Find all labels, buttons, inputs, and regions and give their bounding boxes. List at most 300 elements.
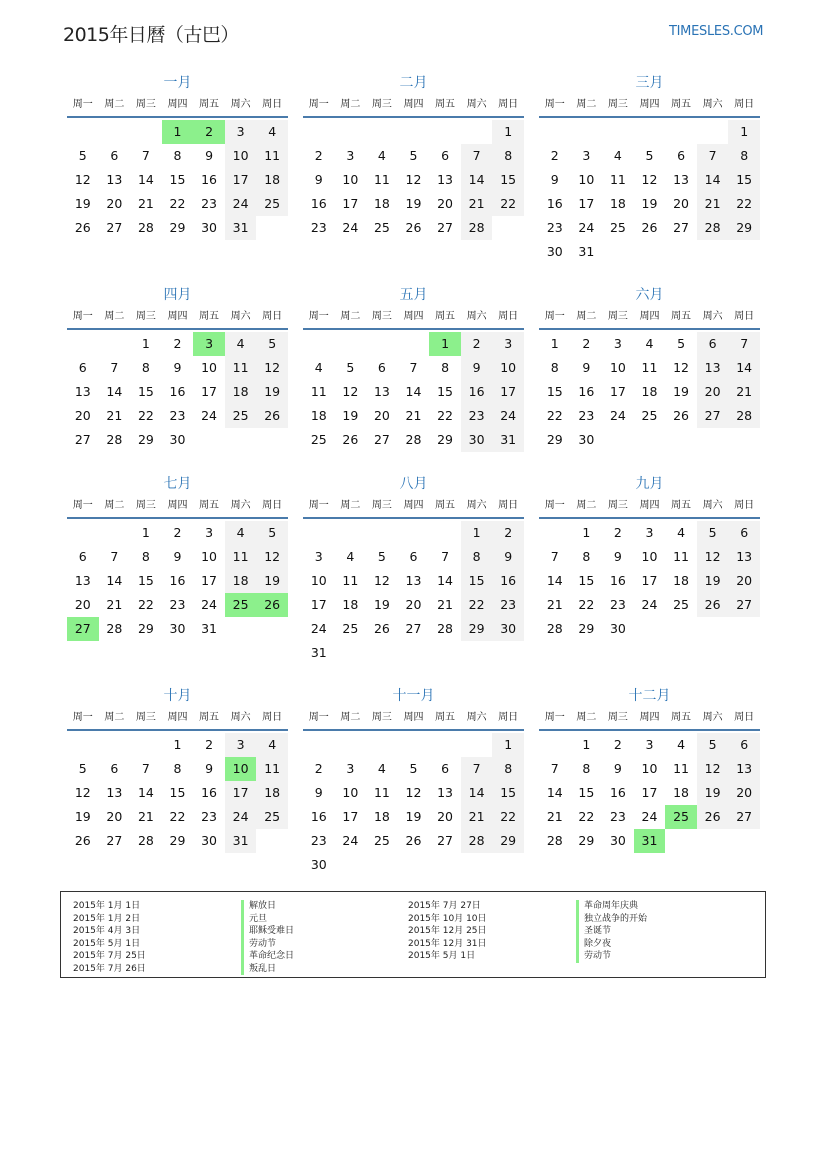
day-cell: 20	[74, 408, 91, 423]
day-cell: 21	[106, 408, 123, 423]
weekday-label: 周四	[403, 311, 424, 322]
day-cell: 2	[492, 521, 524, 545]
month-title: 十二月	[628, 688, 671, 704]
day-cell: 5	[409, 148, 418, 163]
day-cell: 1	[492, 733, 524, 757]
day-cell: 25	[225, 404, 257, 428]
day-cell: 30	[169, 621, 186, 636]
weekday-label: 周日	[734, 500, 755, 511]
holiday-date: 2015年 7月 25日	[73, 951, 146, 961]
day-cell: 7	[141, 761, 150, 776]
header-rule	[67, 116, 288, 118]
day-cell: 12	[256, 356, 288, 380]
month-title: 三月	[635, 75, 664, 91]
holiday-date: 2015年 4月 3日	[73, 926, 141, 936]
day-cell: 8	[141, 360, 150, 375]
day-cell: 9	[613, 549, 622, 564]
day-cell: 1	[550, 336, 559, 351]
holiday-legend	[60, 891, 766, 978]
day-cell: 9	[173, 549, 182, 564]
day-cell: 23	[492, 593, 524, 617]
day-cell: 26	[373, 621, 390, 636]
day-cell: 12	[641, 172, 658, 187]
day-cell: 9	[550, 172, 559, 187]
day-cell: 14	[106, 384, 123, 399]
day-cell: 23	[169, 408, 186, 423]
month-12	[539, 685, 760, 877]
holiday-day-cell: 25	[665, 805, 697, 829]
weekday-label: 周四	[167, 712, 188, 723]
day-cell: 4	[346, 549, 355, 564]
day-cell: 7	[550, 761, 559, 776]
day-cell: 17	[578, 196, 595, 211]
holiday-date: 2015年 5月 1日	[73, 938, 141, 949]
day-cell: 12	[673, 360, 689, 375]
month-title: 十月	[163, 688, 192, 704]
day-cell: 30	[201, 220, 217, 235]
day-cell: 14	[437, 573, 453, 588]
day-cell: 18	[673, 573, 689, 588]
day-cell: 16	[492, 569, 524, 593]
day-cell: 30	[609, 833, 626, 848]
day-cell: 16	[461, 380, 493, 404]
holiday-day-cell: 3	[193, 332, 225, 356]
header-rule	[539, 116, 760, 118]
weekday-header	[67, 495, 288, 517]
day-cell: 28	[546, 621, 563, 636]
day-cell: 23	[578, 408, 595, 423]
day-cell: 6	[441, 761, 450, 776]
day-cell: 28	[461, 829, 493, 853]
month-11	[303, 685, 524, 877]
weekday-header	[539, 94, 760, 116]
day-cell: 19	[697, 569, 729, 593]
day-grid	[539, 332, 760, 476]
day-cell: 8	[173, 148, 182, 163]
day-cell: 22	[578, 597, 595, 612]
day-cell: 14	[106, 573, 123, 588]
weekday-label: 周二	[576, 712, 597, 723]
day-cell: 29	[437, 432, 453, 447]
day-grid	[303, 332, 524, 476]
day-cell: 13	[373, 384, 390, 399]
weekday-label: 周二	[340, 712, 361, 723]
month-title: 九月	[635, 476, 664, 492]
day-cell: 28	[106, 432, 123, 447]
holiday-day-cell: 25	[225, 593, 257, 617]
day-cell: 10	[492, 356, 524, 380]
day-cell: 11	[342, 573, 359, 588]
day-grid	[67, 120, 288, 264]
day-cell: 11	[256, 144, 288, 168]
month-7	[67, 473, 288, 665]
day-cell: 22	[492, 805, 524, 829]
weekday-label: 周六	[466, 99, 487, 110]
weekday-label: 周日	[734, 99, 755, 110]
day-cell: 15	[546, 384, 563, 399]
header-rule	[303, 729, 524, 731]
weekday-label: 周四	[639, 500, 660, 511]
day-cell: 2	[613, 737, 622, 752]
day-cell: 3	[645, 525, 654, 540]
day-cell: 15	[137, 384, 154, 399]
day-cell: 27	[106, 220, 123, 235]
day-cell: 27	[673, 220, 689, 235]
day-cell: 27	[728, 805, 760, 829]
day-cell: 21	[137, 196, 154, 211]
day-cell: 25	[641, 408, 658, 423]
holiday-name: 劳动节	[576, 950, 647, 963]
day-cell: 22	[437, 408, 453, 423]
weekday-label: 周日	[498, 311, 519, 322]
weekday-label: 周日	[498, 712, 519, 723]
header-rule	[303, 328, 524, 330]
weekday-label: 周一	[544, 311, 565, 322]
weekday-label: 周五	[199, 712, 220, 723]
day-cell: 5	[256, 521, 288, 545]
day-cell: 18	[641, 384, 658, 399]
weekday-label: 周五	[199, 500, 220, 511]
day-cell: 24	[225, 805, 257, 829]
day-cell: 14	[461, 168, 493, 192]
day-cell: 13	[74, 384, 91, 399]
day-cell: 19	[405, 196, 422, 211]
day-cell: 16	[310, 809, 327, 824]
weekday-label: 周三	[371, 99, 392, 110]
day-cell: 6	[697, 332, 729, 356]
day-cell: 6	[78, 360, 87, 375]
brand-link[interactable]: TIMESLES.COM	[669, 24, 764, 39]
weekday-label: 周四	[167, 99, 188, 110]
weekday-header	[67, 306, 288, 328]
holiday-name: 独立战争的开始	[576, 913, 647, 926]
day-cell: 28	[697, 216, 729, 240]
day-cell: 31	[578, 244, 595, 259]
day-cell: 27	[437, 833, 453, 848]
day-cell: 28	[137, 220, 154, 235]
holiday-date: 2015年 7月 26日	[73, 963, 146, 974]
day-grid	[67, 521, 288, 665]
month-4	[67, 284, 288, 476]
day-cell: 12	[697, 545, 729, 569]
day-cell: 26	[342, 432, 359, 447]
day-cell: 28	[461, 216, 493, 240]
month-9	[539, 473, 760, 665]
month-title: 五月	[399, 287, 428, 303]
day-cell: 3	[225, 120, 257, 144]
weekday-label: 周四	[403, 712, 424, 723]
day-cell: 5	[78, 148, 87, 163]
weekday-label: 周四	[639, 311, 660, 322]
day-cell: 10	[342, 172, 359, 187]
weekday-label: 周五	[671, 99, 692, 110]
weekday-label: 周日	[498, 99, 519, 110]
month-2	[303, 72, 524, 264]
day-cell: 5	[256, 332, 288, 356]
weekday-label: 周四	[167, 311, 188, 322]
day-cell: 25	[256, 805, 288, 829]
day-cell: 21	[106, 597, 123, 612]
weekday-label: 周六	[230, 500, 251, 511]
day-cell: 1	[582, 525, 591, 540]
weekday-label: 周一	[72, 311, 93, 322]
day-cell: 20	[437, 809, 453, 824]
day-cell: 6	[728, 733, 760, 757]
day-cell: 10	[201, 549, 217, 564]
day-cell: 8	[173, 761, 182, 776]
day-cell: 11	[673, 549, 689, 564]
day-cell: 11	[673, 761, 689, 776]
day-cell: 5	[346, 360, 355, 375]
day-cell: 4	[256, 120, 288, 144]
day-cell: 6	[728, 521, 760, 545]
day-cell: 14	[137, 172, 154, 187]
holiday-name: 叛乱日	[241, 963, 294, 976]
weekday-label: 周六	[702, 311, 723, 322]
holiday-day-cell: 27	[67, 617, 99, 641]
day-cell: 15	[461, 569, 493, 593]
day-cell: 24	[342, 220, 359, 235]
day-cell: 28	[546, 833, 563, 848]
day-cell: 22	[546, 408, 563, 423]
day-cell: 3	[314, 549, 323, 564]
weekday-label: 周一	[72, 99, 93, 110]
day-cell: 19	[697, 781, 729, 805]
day-cell: 25	[310, 432, 327, 447]
weekday-label: 周五	[199, 99, 220, 110]
day-cell: 15	[137, 573, 154, 588]
day-cell: 14	[137, 785, 154, 800]
day-cell: 3	[346, 148, 355, 163]
day-cell: 30	[578, 432, 595, 447]
day-cell: 22	[137, 597, 154, 612]
page-title: 2015年日曆（古巴）	[63, 24, 239, 46]
day-cell: 20	[74, 597, 91, 612]
day-cell: 10	[225, 144, 257, 168]
weekday-label: 周一	[544, 712, 565, 723]
holiday-name: 劳动节	[241, 938, 294, 951]
day-cell: 6	[110, 148, 119, 163]
weekday-label: 周六	[466, 712, 487, 723]
day-cell: 7	[441, 549, 450, 564]
holiday-day-cell: 26	[256, 593, 288, 617]
day-cell: 23	[461, 404, 493, 428]
day-cell: 26	[74, 833, 91, 848]
day-cell: 29	[137, 621, 154, 636]
day-grid	[539, 120, 760, 264]
day-cell: 2	[205, 737, 214, 752]
day-cell: 6	[110, 761, 119, 776]
day-cell: 14	[461, 781, 493, 805]
day-cell: 2	[173, 525, 182, 540]
day-cell: 17	[342, 809, 359, 824]
weekday-header	[539, 306, 760, 328]
weekday-label: 周日	[262, 311, 283, 322]
day-cell: 26	[405, 220, 422, 235]
day-cell: 29	[169, 220, 186, 235]
day-cell: 10	[310, 573, 327, 588]
weekday-label: 周三	[135, 712, 156, 723]
weekday-label: 周四	[639, 99, 660, 110]
holiday-name: 革命周年庆典	[576, 900, 647, 913]
day-cell: 25	[673, 597, 689, 612]
day-cell: 9	[461, 356, 493, 380]
day-cell: 4	[256, 733, 288, 757]
day-cell: 3	[225, 733, 257, 757]
day-cell: 3	[613, 336, 622, 351]
holiday-date: 2015年 12月 31日	[408, 938, 487, 949]
holiday-day-cell: 31	[634, 829, 666, 853]
weekday-header	[303, 495, 524, 517]
day-cell: 21	[137, 809, 154, 824]
holiday-day-cell: 10	[225, 757, 257, 781]
day-cell: 4	[377, 148, 386, 163]
day-cell: 24	[342, 833, 359, 848]
day-cell: 25	[256, 192, 288, 216]
weekday-header	[67, 94, 288, 116]
day-cell: 2	[173, 336, 182, 351]
weekday-label: 周四	[403, 500, 424, 511]
day-cell: 18	[256, 781, 288, 805]
weekday-label: 周二	[104, 500, 125, 511]
day-cell: 28	[137, 833, 154, 848]
day-cell: 29	[492, 829, 524, 853]
day-cell: 3	[205, 525, 214, 540]
day-cell: 4	[225, 332, 257, 356]
day-cell: 15	[578, 573, 595, 588]
weekday-label: 周三	[371, 311, 392, 322]
day-cell: 13	[74, 573, 91, 588]
weekday-label: 周一	[308, 712, 329, 723]
day-cell: 7	[141, 148, 150, 163]
legend-col2-names	[576, 900, 647, 963]
day-cell: 31	[225, 829, 257, 853]
day-cell: 18	[373, 196, 390, 211]
weekday-label: 周一	[72, 500, 93, 511]
day-cell: 16	[578, 384, 595, 399]
day-cell: 27	[106, 833, 123, 848]
day-cell: 8	[550, 360, 559, 375]
day-cell: 22	[728, 192, 760, 216]
day-cell: 20	[728, 781, 760, 805]
day-cell: 19	[641, 196, 658, 211]
holiday-date: 2015年 12月 25日	[408, 926, 487, 936]
day-cell: 22	[578, 809, 595, 824]
day-cell: 21	[405, 408, 422, 423]
weekday-label: 周三	[135, 500, 156, 511]
weekday-label: 周四	[403, 99, 424, 110]
weekday-label: 周三	[371, 500, 392, 511]
weekday-label: 周三	[371, 712, 392, 723]
day-cell: 28	[106, 621, 123, 636]
day-cell: 23	[201, 196, 217, 211]
day-cell: 19	[256, 380, 288, 404]
day-cell: 1	[141, 525, 150, 540]
weekday-label: 周二	[340, 500, 361, 511]
day-cell: 5	[697, 521, 729, 545]
day-cell: 20	[106, 196, 123, 211]
day-cell: 18	[609, 196, 626, 211]
month-title: 四月	[163, 287, 192, 303]
holiday-day-cell: 2	[193, 120, 225, 144]
day-cell: 15	[169, 172, 186, 187]
day-cell: 3	[346, 761, 355, 776]
day-cell: 1	[728, 120, 760, 144]
day-cell: 11	[373, 172, 390, 187]
day-cell: 22	[461, 593, 493, 617]
month-title: 八月	[399, 476, 428, 492]
day-cell: 10	[609, 360, 626, 375]
day-cell: 7	[409, 360, 418, 375]
day-cell: 16	[310, 196, 327, 211]
weekday-label: 周三	[607, 311, 628, 322]
day-cell: 10	[578, 172, 595, 187]
weekday-label: 周六	[466, 500, 487, 511]
day-cell: 7	[697, 144, 729, 168]
day-cell: 29	[728, 216, 760, 240]
day-cell: 30	[201, 833, 217, 848]
month-8	[303, 473, 524, 665]
day-cell: 23	[546, 220, 563, 235]
day-cell: 7	[110, 549, 119, 564]
day-cell: 22	[492, 192, 524, 216]
day-cell: 4	[677, 737, 686, 752]
day-cell: 31	[492, 428, 524, 452]
day-cell: 8	[141, 549, 150, 564]
day-cell: 25	[342, 621, 359, 636]
day-cell: 15	[728, 168, 760, 192]
day-cell: 6	[78, 549, 87, 564]
day-cell: 30	[310, 857, 327, 872]
weekday-label: 周六	[466, 311, 487, 322]
day-cell: 21	[461, 192, 493, 216]
day-cell: 5	[645, 148, 654, 163]
day-cell: 11	[310, 384, 327, 399]
month-10	[67, 685, 288, 877]
day-cell: 15	[578, 785, 595, 800]
day-cell: 23	[310, 833, 327, 848]
day-cell: 29	[137, 432, 154, 447]
day-cell: 23	[310, 220, 327, 235]
month-title: 一月	[163, 75, 192, 91]
day-cell: 4	[677, 525, 686, 540]
weekday-label: 周二	[104, 99, 125, 110]
day-cell: 17	[201, 573, 217, 588]
day-cell: 30	[461, 428, 493, 452]
header-rule	[539, 517, 760, 519]
weekday-header	[539, 495, 760, 517]
day-cell: 6	[409, 549, 418, 564]
weekday-label: 周日	[734, 311, 755, 322]
day-cell: 13	[728, 545, 760, 569]
day-cell: 17	[201, 384, 217, 399]
day-cell: 20	[728, 569, 760, 593]
weekday-label: 周二	[576, 311, 597, 322]
day-cell: 14	[546, 785, 563, 800]
day-cell: 26	[697, 805, 729, 829]
day-cell: 21	[728, 380, 760, 404]
day-cell: 2	[314, 761, 323, 776]
day-cell: 16	[169, 573, 186, 588]
weekday-label: 周一	[308, 99, 329, 110]
day-cell: 18	[310, 408, 327, 423]
day-cell: 17	[225, 781, 257, 805]
day-cell: 16	[609, 785, 626, 800]
day-cell: 9	[173, 360, 182, 375]
weekday-label: 周三	[607, 500, 628, 511]
day-cell: 13	[106, 172, 123, 187]
day-cell: 18	[342, 597, 359, 612]
